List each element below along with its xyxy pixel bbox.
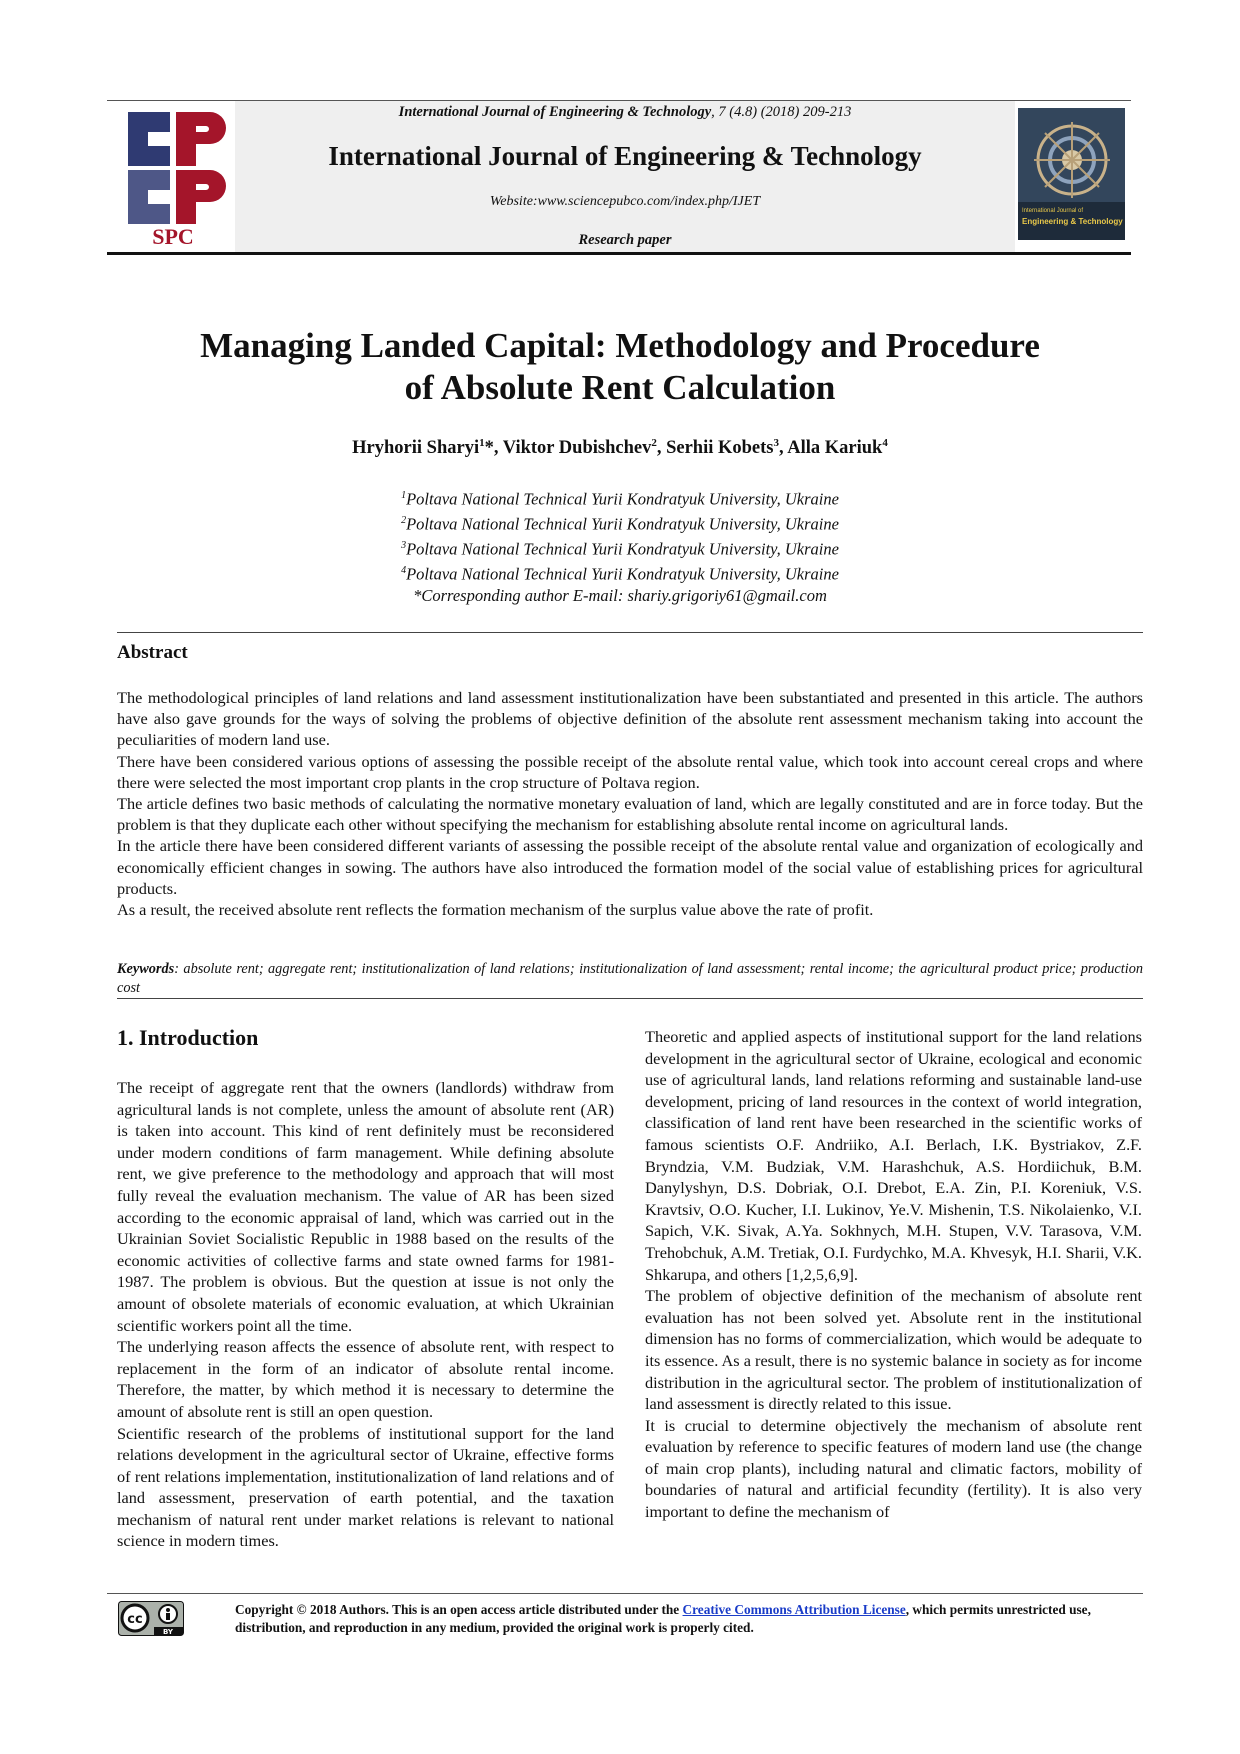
author-affil-marker: 1: [479, 437, 485, 449]
author-name: Serhii Kobets: [666, 438, 774, 459]
cc-label: cc: [127, 1612, 143, 1627]
affiliation: [117, 510, 1123, 535]
copyright-text-2: , which permits unrestricted use, distribution, and reproduction in any medium, provided the original work is properly cited.: [235, 1602, 1091, 1635]
author-name: Hryhorii Sharyi: [352, 438, 480, 459]
abstract-paragraph: In the article there have been considered different variants of assessing the possible receipt of the absolute rental value and organization of ecologically and economically efficient changes in sowing. The authors have also introduced the formation model of the social value of establishing prices for agricultural products.: [117, 836, 1143, 898]
abstract-paragraph: The article defines two basic methods of calculating the normative monetary evaluation of land, which are legally constituted and are in force today. But the problem is that they duplicate each other without specifying the mechanism for establishing absolute rental income on agricultural lands.: [117, 794, 1143, 835]
license-link[interactable]: Creative Commons Attribution License: [682, 1602, 906, 1617]
author-separator: ,: [656, 438, 667, 459]
publisher-logo: [118, 104, 228, 248]
body-paragraph: The problem of objective definition of the mechanism of absolute rent evaluation has not been solved yet. Absolute rent in the institutional dimension has no forms of commercialization, which would be adequate to its essence. As a result, there is no systemic balance in society as for income distribution in the agricultural sector. The problem of institutionalization of land assessment is directly related to this issue.: [645, 1286, 1142, 1414]
author-separator: *,: [484, 438, 503, 459]
author-separator: ,: [778, 438, 788, 459]
citation-line: [235, 104, 1015, 121]
body-paragraph: It is crucial to determine objectively the mechanism of absolute rent evaluation by reference to specific features of modern land use (the change of main crop plants), including natural and climatic factors, mobility of boundaries of natural and artificial fecundity (fertility). It is also very important to define the mechanism of: [645, 1415, 1142, 1522]
affiliation-text: Poltava National Technical Yurii Kondratyuk University, Ukraine: [406, 489, 839, 509]
cover-text-1: International Journal of: [1022, 208, 1084, 214]
abstract-body: [117, 687, 1143, 920]
abstract-paragraph: There have been considered various options of assessing the possible receipt of the absolute rental value, which took into account cereal crops and where there were selected the most important crop plants in the crop structure of Poltava region.: [117, 751, 1143, 792]
affiliation-marker: 3: [401, 540, 407, 551]
copyright-text-1: Copyright © 2018 Authors. This is an open access article distributed under the: [235, 1602, 683, 1617]
keywords-bottom-rule: [117, 998, 1143, 999]
author-affil-marker: 4: [882, 437, 888, 449]
keywords: [117, 960, 1143, 998]
affiliations: [117, 485, 1123, 607]
affiliation: [117, 535, 1123, 560]
copyright-notice: [235, 1601, 1143, 1637]
abstract-paragraph: As a result, the received absolute rent reflects the formation mechanism of the surplus value above the rate of profit.: [117, 900, 874, 920]
affiliation-text: Poltava National Technical Yurii Kondratyuk University, Ukraine: [406, 539, 839, 559]
corresponding-author: *Corresponding author E-mail: shariy.grigoriy61@gmail.com: [413, 586, 827, 605]
title-line-1: Managing Landed Capital: Methodology and Procedure: [200, 326, 1040, 365]
keywords-text: : absolute rent; aggregate rent; institutionalization of land relations; institutionalization of land assessment; rental income; the agricultural product price; production cost: [117, 961, 1143, 996]
citation-journal: International Journal of Engineering & Technology: [398, 104, 712, 120]
body-paragraph: The receipt of aggregate rent that the owners (landlords) withdraw from agricultural lands is not complete, unless the amount of absolute rent (AR) is taken into account. This kind of rent definitely must be reconsidered under modern conditions of farm management. While defining absolute rent, we give preference to the methodology and approach that will most fully reveal the evaluation mechanism. The value of AR has been sized according to the economic appraisal of land, which was carried out in the Ukrainian Soviet Socialistic Republic in 1988 based on the results of the economic activities of collective farms and state owned farms for 1981-1987. The problem is obvious. But the question at issue is not only the amount of obsolete materials of economic evaluation, at which Ukrainian scientific workers point all the time.: [117, 1078, 614, 1335]
author-affil-marker: 3: [773, 437, 779, 449]
author-list: [117, 437, 1123, 459]
abstract-paragraph: The methodological principles of land relations and land assessment institutionalization have been substantiated and presented in this article. The authors have also gave grounds for the ways of solving the problems of objective definition of the absolute rent assessment mechanism taking into account the peculiarities of modern land use.: [117, 688, 1143, 750]
author-affil-marker: 2: [651, 437, 657, 449]
abstract-heading: Abstract: [117, 642, 188, 663]
journal-website: Website:www.sciencepubco.com/index.php/IJET: [489, 194, 761, 209]
header-bottom-rule: [107, 252, 1131, 255]
by-label: BY: [162, 1628, 174, 1636]
header-top-rule: [107, 100, 1131, 101]
body-paragraph: Theoretic and applied aspects of institutional support for the land relations development in the agricultural sector of Ukraine, ecological and economic use of agricultural lands, land relations reforming and sustainable land-use development, pricing of land resources in the context of world integration, classification of land rent have been researched in the scientific works of famous scientists O.F. Andriiko, A.I. Berlach, I.K. Bystriakov, Z.F. Bryndzia, V.M. Budziak, V.M. Harashchuk, A.S. Hordiichuk, B.M. Danylyshyn, D.S. Dobriak, O.I. Drebot, E.A. Zin, P.I. Koreniuk, V.S. Kravtsiv, O.O. Kucher, I.I. Lukinov, Ye.V. Mishenin, T.S. Nikolaienko, V.I. Sapich, V.K. Sivak, A.Ya. Sokhnych, M.H. Stupen, V.V. Tarasova, V.M. Trehobchuk, A.M. Tretiak, O.I. Furdychko, M.A. Khvesyk, H.I. Sharii, V.K. Shkarupa, and others [1,2,5,6,9].: [645, 1027, 1142, 1284]
affiliation-marker: 4: [401, 565, 407, 576]
title-line-2: of Absolute Rent Calculation: [404, 368, 836, 407]
cc-by-license-icon: [118, 1601, 184, 1636]
affiliation: [117, 485, 1123, 510]
section-heading-introduction: 1. Introduction: [117, 1025, 259, 1050]
left-column: [117, 1077, 614, 1552]
keywords-label: Keywords: [117, 961, 175, 977]
paper-type: Research paper: [578, 232, 672, 248]
body-paragraph: Scientific research of the problems of institutional support for the land relations development in the agricultural sector of Ukraine, effective forms of rent relations implementation, institutionalization of land relations and of land assessment, preservation of earth potential, and the taxation mechanism of natural rent under market relations is relevant to national science in modern times.: [117, 1423, 614, 1551]
affiliation-marker: 2: [401, 515, 407, 526]
affiliation-text: Poltava National Technical Yurii Kondratyuk University, Ukraine: [406, 514, 839, 534]
affiliation-text: Poltava National Technical Yurii Kondratyuk University, Ukraine: [406, 564, 839, 584]
affiliation-marker: 1: [401, 490, 407, 501]
paper-title: [117, 325, 1123, 409]
footer-rule: [107, 1593, 1143, 1594]
cover-text-2: Engineering & Technology: [1022, 217, 1123, 226]
journal-name: International Journal of Engineering & Technology: [328, 141, 922, 171]
journal-cover-image: [1018, 108, 1125, 240]
author-name: Viktor Dubishchev: [502, 438, 652, 459]
author-name: Alla Kariuk: [787, 438, 883, 459]
body-paragraph: The underlying reason affects the essence of absolute rent, with respect to replacement in the form of an indicator of absolute rental income. Therefore, the matter, by which method it is necessary to determine the amount of absolute rent is still an open question.: [117, 1337, 614, 1421]
affiliation: [117, 560, 1123, 585]
abstract-top-rule: [117, 632, 1143, 633]
citation-details: , 7 (4.8) (2018) 209-213: [711, 104, 852, 120]
header-band: [235, 101, 1015, 252]
logo-text: SPC: [152, 224, 194, 248]
right-column: [645, 1026, 1142, 1523]
